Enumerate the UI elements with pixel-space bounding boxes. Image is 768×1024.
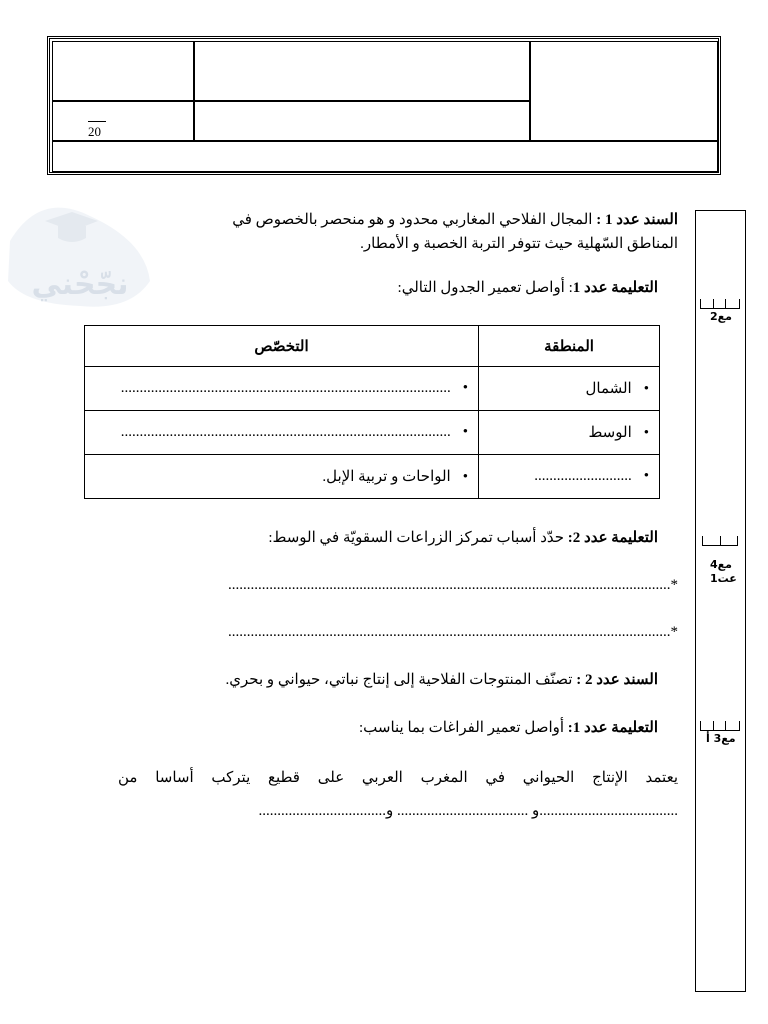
task-1-text: : أواصل تعمير الجدول التالي: (397, 280, 573, 296)
task-1-label: التعليمة عدد 1 (572, 280, 658, 296)
grade-box-3 (700, 721, 740, 731)
table-row (85, 455, 660, 499)
criterion-label-2b: عت1 (710, 572, 737, 585)
document-1 (58, 208, 678, 256)
task-1 (158, 276, 658, 300)
table-header-region: المنطقة (479, 326, 660, 367)
table-row (85, 411, 660, 455)
criterion-label-3: مع3 أ (706, 732, 736, 745)
grade-box-2 (702, 536, 738, 546)
header-cell-footer (52, 141, 718, 172)
answer-line-2[interactable]: *...................................................................................................................... (228, 624, 678, 640)
grade-box-1 (700, 299, 740, 309)
task-2-label: التعليمة عدد 2: (567, 530, 658, 546)
fill-blank-line-1: يعتمد الإنتاج الحيواني في المغرب العربي على قطيع يتركب أساسا من (118, 770, 678, 786)
table-cell-answer[interactable]: • ........................................................................................ (85, 411, 479, 455)
header-cell-info (194, 101, 530, 141)
specialization-table (84, 325, 660, 499)
table-cell-region: • الشمال (479, 367, 660, 411)
table-header-specialization: التخصّص (85, 326, 479, 367)
table-cell-region: • الوسط (479, 411, 660, 455)
criterion-label-1: مع2 (710, 310, 732, 323)
watermark-text: نجّحْني (31, 267, 129, 302)
table-cell-specialization: • الواحات و تربية الإبل. (85, 455, 479, 499)
task-3 (158, 716, 658, 740)
task-3-text: أواصل تعمير الفراغات بما يناسب: (359, 720, 565, 736)
header-cell-subject (530, 41, 718, 141)
document-2 (98, 668, 658, 692)
header-cell-title (194, 41, 530, 101)
document-2-heading: السند عدد 2 : (576, 672, 658, 688)
document-1-line-2: المناطق السّهلية حيث تتوفر التربة الخصبة و الأمطار. (360, 236, 678, 252)
table-header-row (85, 326, 660, 367)
document-1-heading: السند عدد 1 : (596, 212, 678, 228)
task-2 (118, 526, 658, 550)
document-2-text: تصنّف المنتوجات الفلاحية إلى إنتاج نباتي، حيواني و بحري. (225, 672, 573, 688)
header-cell-name (52, 41, 194, 101)
score-field: 20 (88, 121, 106, 140)
task-3-label: التعليمة عدد 1: (567, 720, 658, 736)
header-cell-score (52, 101, 194, 141)
table-cell-answer[interactable]: • ........................................................................................ (85, 367, 479, 411)
grading-margin-column (695, 210, 746, 992)
criterion-label-2a: مع4 (710, 558, 732, 571)
answer-line-1[interactable]: *...................................................................................................................... (228, 577, 678, 593)
exam-header-box (47, 36, 721, 175)
document-1-text-1: المجال الفلاحي المغاربي محدود و هو منحصر بالخصوص في (232, 212, 593, 228)
document-1-line-1 (58, 208, 678, 232)
table-cell-answer[interactable]: • .......................... (479, 455, 660, 499)
table-row (85, 367, 660, 411)
task-2-text: حدّد أسباب تمركز الزراعات السقويّة في الوسط: (268, 530, 565, 546)
fill-blank-line-2[interactable]: .....................................و ................................... و.................................. (258, 803, 678, 819)
